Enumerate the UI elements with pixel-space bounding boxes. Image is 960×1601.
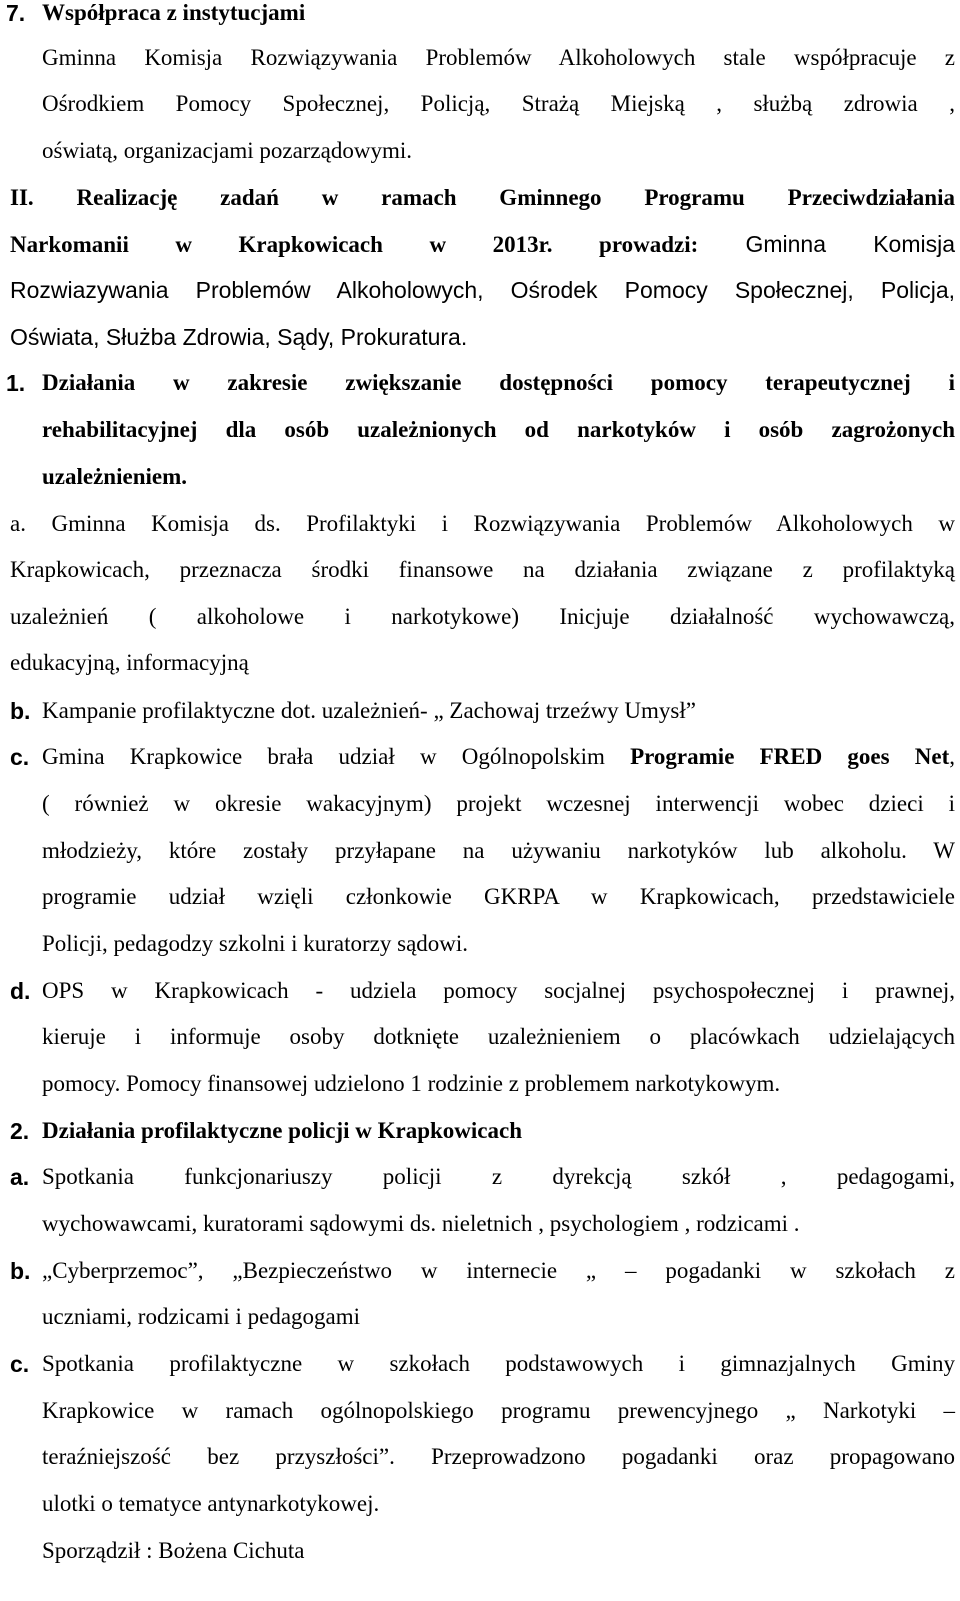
paragraph-line: uzależnień ( alkoholowe i narkotykowe) Inicjuje działalność wychowawczą, xyxy=(10,604,955,629)
paragraph-line: programie udział wzięli członkowie GKRPA w Krapkowicach, przedstawiciele xyxy=(42,884,955,909)
paragraph-line: edukacyjną, informacyjną xyxy=(10,650,249,675)
paragraph-line: uczniami, rodzicami i pedagogami xyxy=(42,1304,361,1329)
text-span: Gmina Krapkowice brała udział w Ogólnopolskim xyxy=(42,744,631,769)
section-number: 7. xyxy=(6,0,26,26)
point-heading: Działania profilaktyczne policji w Krapkowicach xyxy=(42,1118,523,1143)
list-marker: d. xyxy=(10,978,31,1004)
paragraph-line: Ośrodkiem Pomocy Społecznej, Policją, Strażą Miejską , służbą zdrowia , xyxy=(42,91,955,116)
point-number: 1. xyxy=(6,370,26,396)
paragraph-line: Oświata, Służba Zdrowia, Sądy, Prokuratura. xyxy=(10,324,468,350)
paragraph-line xyxy=(10,227,955,261)
signature: Sporządził : Bożena Cichuta xyxy=(42,1538,305,1563)
paragraph-line: Krapkowicach, przeznacza środki finansowe na działania związane z profilaktyką xyxy=(10,557,955,582)
section-heading: II. Realizację zadań w ramach Gminnego Programu Przeciwdziałania xyxy=(10,185,955,210)
list-item: OPS w Krapkowicach - udziela pomocy socjalnej psychospołecznej i prawnej, xyxy=(42,978,955,1003)
point-number: 2. xyxy=(10,1118,30,1144)
list-item: Kampanie profilaktyczne dot. uzależnień- „ Zachowaj trzeźwy Umysł” xyxy=(42,698,696,723)
bold-phrase: Narkomanii w Krapkowicach w 2013r. prowadzi: xyxy=(10,232,699,257)
list-marker: c. xyxy=(10,744,30,770)
paragraph-line: oświatą, organizacjami pozarządowymi. xyxy=(42,138,412,163)
paragraph-line: Policji, pedagodzy szkolni i kuratorzy sądowi. xyxy=(42,931,469,956)
section-heading: Współpraca z instytucjami xyxy=(42,0,306,25)
bold-phrase: Programie FRED goes Net xyxy=(630,744,950,769)
point-heading-line: rehabilitacyjnej dla osób uzależnionych od narkotyków i osób zagrożonych xyxy=(42,417,955,442)
point-heading-line: uzależnieniem. xyxy=(42,464,187,489)
list-marker: b. xyxy=(10,1258,31,1284)
paragraph-line: a. Gminna Komisja ds. Profilaktyki i Rozwiązywania Problemów Alkoholowych w xyxy=(10,511,955,536)
paragraph-line: pomocy. Pomocy finansowej udzielono 1 rodzinie z problemem narkotykowym. xyxy=(42,1071,781,1096)
paragraph-line: ulotki o tematyce antynarkotykowej. xyxy=(42,1491,380,1516)
list-marker: b. xyxy=(10,698,31,724)
list-item: Spotkania profilaktyczne w szkołach podstawowych i gimnazjalnych Gminy xyxy=(42,1351,955,1376)
paragraph-line: kieruje i informuje osoby dotknięte uzależnieniem o placówkach udzielających xyxy=(42,1024,955,1049)
list-item xyxy=(42,740,955,774)
paragraph-line: Gminna Komisja Rozwiązywania Problemów Alkoholowych stale współpracuje z xyxy=(42,45,955,70)
list-marker: a. xyxy=(10,1164,30,1190)
paragraph-line: młodzieży, które zostały przyłapane na używaniu narkotyków lub alkoholu. W xyxy=(42,838,955,863)
paragraph-line: ( również w okresie wakacyjnym) projekt wczesnej interwencji wobec dzieci i xyxy=(42,791,955,816)
paragraph-line: teraźniejszość bez przyszłości”. Przeprowadzono pogadanki oraz propagowano xyxy=(42,1444,955,1469)
text-span: Gminna Komisja xyxy=(698,231,955,257)
list-item: „Cyberprzemoc”, „Bezpieczeństwo w internecie „ – pogadanki w szkołach z xyxy=(42,1258,955,1283)
list-item: Spotkania funkcjonariuszy policji z dyrekcją szkół , pedagogami, xyxy=(42,1164,955,1189)
point-heading-line: Działania w zakresie zwiększanie dostępności pomocy terapeutycznej i xyxy=(42,370,955,395)
text-span: , xyxy=(949,744,955,769)
paragraph-line: Krapkowice w ramach ogólnopolskiego programu prewencyjnego „ Narkotyki – xyxy=(42,1398,955,1423)
paragraph-line: Rozwiazywania Problemów Alkoholowych, Ośrodek Pomocy Społecznej, Policja, xyxy=(10,277,955,303)
list-marker: c. xyxy=(10,1351,30,1377)
paragraph-line: wychowawcami, kuratorami sądowymi ds. nieletnich , psychologiem , rodzicami . xyxy=(42,1211,800,1236)
